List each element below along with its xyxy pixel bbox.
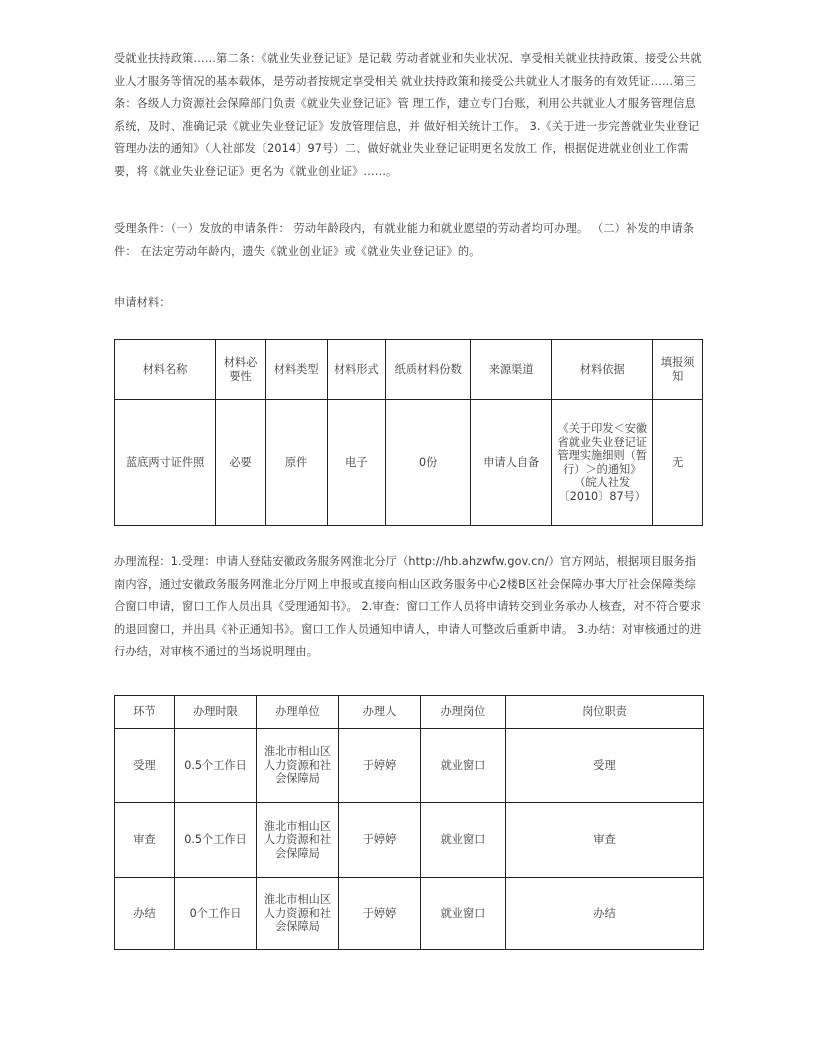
source-cell: 申请人自备 bbox=[471, 400, 552, 526]
post-cell: 就业窗口 bbox=[421, 803, 506, 878]
unit-cell: 淮北市相山区人力资源和社会保障局 bbox=[257, 803, 339, 878]
step-cell: 受理 bbox=[115, 729, 175, 803]
header-time-limit: 办理时限 bbox=[175, 696, 257, 729]
handler-cell: 于婷婷 bbox=[339, 878, 421, 950]
duty-cell: 办结 bbox=[506, 878, 704, 950]
materials-header-row bbox=[115, 340, 703, 400]
basis-cell: 《关于印发＜安徽省就业失业登记证管理实施细则（暂行）＞的通知》（皖人社发〔2010〕87号） bbox=[552, 400, 653, 526]
header-material-type: 材料类型 bbox=[265, 340, 327, 400]
material-form-cell: 电子 bbox=[327, 400, 386, 526]
header-step: 环节 bbox=[115, 696, 175, 729]
process-table bbox=[114, 695, 704, 950]
table-row bbox=[115, 803, 704, 878]
table-row bbox=[115, 729, 704, 803]
handler-cell: 于婷婷 bbox=[339, 803, 421, 878]
unit-cell: 淮北市相山区人力资源和社会保障局 bbox=[257, 729, 339, 803]
step-cell: 办结 bbox=[115, 878, 175, 950]
header-unit: 办理单位 bbox=[257, 696, 339, 729]
time-limit-cell: 0.5个工作日 bbox=[175, 729, 257, 803]
material-name-cell: 蓝底两寸证件照 bbox=[115, 400, 216, 526]
header-paper-copies: 纸质材料份数 bbox=[386, 340, 471, 400]
material-type-cell: 原件 bbox=[265, 400, 327, 526]
table-row bbox=[115, 400, 703, 526]
header-notes: 填报须知 bbox=[653, 340, 703, 400]
time-limit-cell: 0.5个工作日 bbox=[175, 803, 257, 878]
step-cell: 审查 bbox=[115, 803, 175, 878]
duty-cell: 受理 bbox=[506, 729, 704, 803]
handler-cell: 于婷婷 bbox=[339, 729, 421, 803]
header-source: 来源渠道 bbox=[471, 340, 552, 400]
intro-paragraph: 受就业扶持政策……第二条：《就业失业登记证》是记载 劳动者就业和失业状况、享受相关就业扶持政策、接受公共就业人才服务等情况的基本载体，是劳动者按规定享受相关 就业扶持政策和接受公共就业人才服务的有效凭证……第三条：各级人力资源社会保障部门负责《就业失业登记证》管 理工作，建立专门台账，利用公共就业人才服务管理信息系统，及时、准确记录《就业失业登记证》发放管理信息，并 做好相关统计工作。 3.《关于进一步完善就业失业登记管理办法的通知》（人社部发〔2014〕97号）二、做好就业失业登记证明更名发放工 作，根据促进就业创业工作需要，将《就业失业登记证》更名为《就业创业证》……。 bbox=[114, 52, 702, 178]
header-post: 办理岗位 bbox=[421, 696, 506, 729]
necessity-cell: 必要 bbox=[216, 400, 266, 526]
post-cell: 就业窗口 bbox=[421, 729, 506, 803]
time-limit-cell: 0个工作日 bbox=[175, 878, 257, 950]
header-basis: 材料依据 bbox=[552, 340, 653, 400]
conditions-paragraph: 受理条件：（一）发放的申请条件： 劳动年龄段内，有就业能力和就业愿望的劳动者均可办理。 （二）补发的申请条件： 在法定劳动年龄内，遗失《就业创业证》或《就业失业登记证》的。 bbox=[114, 222, 695, 258]
header-material-name: 材料名称 bbox=[115, 340, 216, 400]
process-header-row bbox=[115, 696, 704, 729]
header-material-form: 材料形式 bbox=[327, 340, 386, 400]
process-paragraph: 办理流程：1.受理：申请人登陆安徽政务服务网淮北分厅（http://hb.ahzwfw.gov.cn/）官方网站，根据项目服务指南内容，通过安徽政务服务网淮北分厅网上申报或直接向相山区政务服务中心2楼B区社会保障办事大厅社会保障类综合窗口申请，窗口工作人员出具《受理通知书》。 2.审查：窗口工作人员将申请转交到业务承办人核查，对不符合要求的退回窗口，并出具《补正通知书》。窗口工作人员通知申请人，申请人可整改后重新申请。 3.办结：对审核通过的进行办结，对审核不通过的当场说明理由。 bbox=[114, 555, 702, 658]
post-cell: 就业窗口 bbox=[421, 878, 506, 950]
table-row bbox=[115, 878, 704, 950]
duty-cell: 审查 bbox=[506, 803, 704, 878]
materials-table bbox=[114, 339, 703, 526]
paper-copies-cell: 0份 bbox=[386, 400, 471, 526]
header-necessity: 材料必要性 bbox=[216, 340, 266, 400]
header-handler: 办理人 bbox=[339, 696, 421, 729]
unit-cell: 淮北市相山区人力资源和社会保障局 bbox=[257, 878, 339, 950]
materials-heading: 申请材料： bbox=[114, 296, 171, 309]
header-duty: 岗位职责 bbox=[506, 696, 704, 729]
notes-cell: 无 bbox=[653, 400, 703, 526]
